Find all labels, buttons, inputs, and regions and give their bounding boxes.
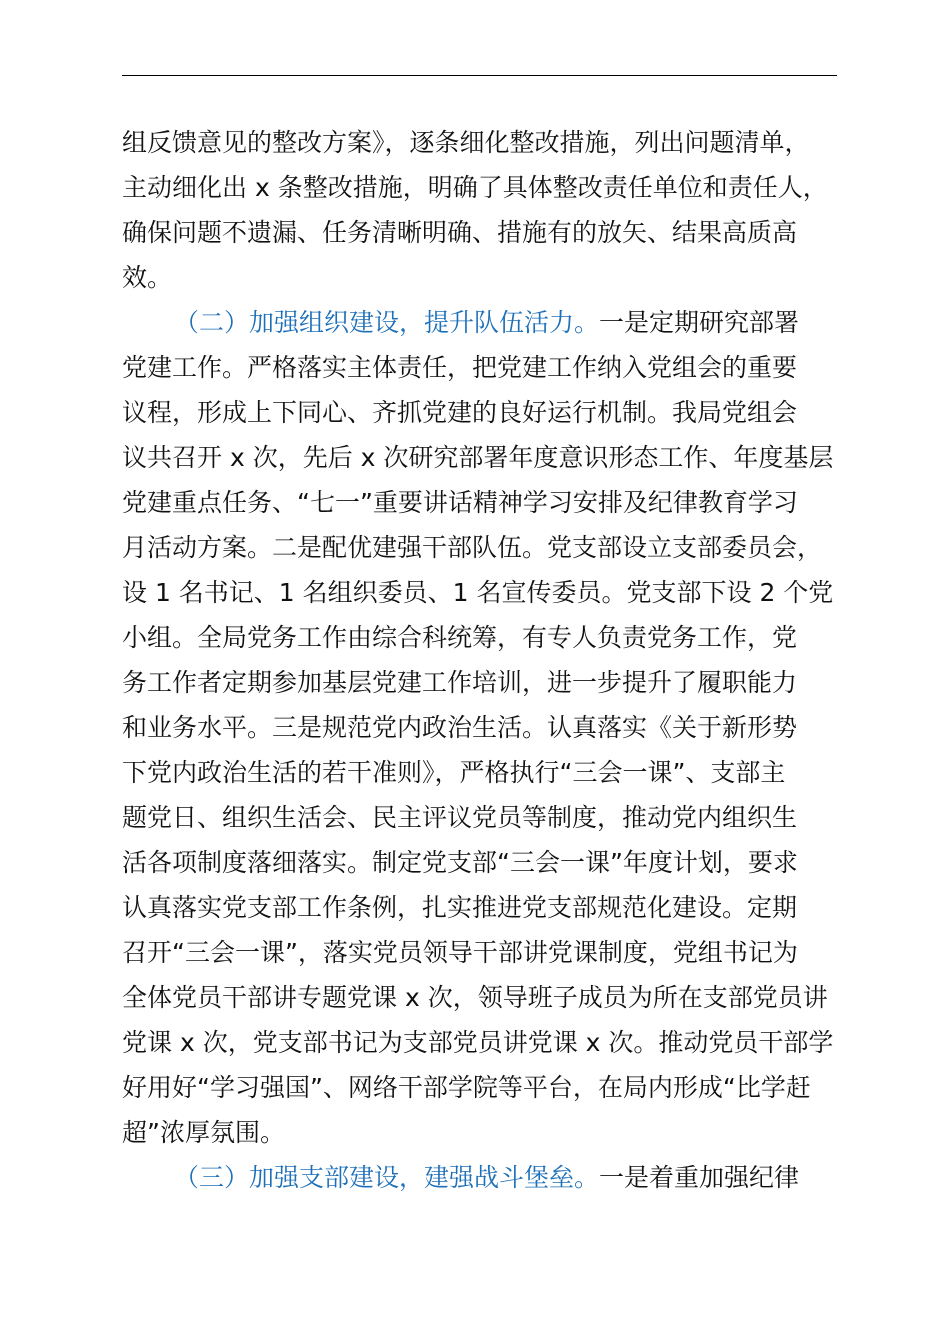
para2-line: 召开“三会一课”，落实党员领导干部讲党课制度，党组书记为 (122, 938, 798, 967)
para2-line: 党课 x 次，党支部书记为支部党员讲党课 x 次。推动党员干部学 (122, 1028, 834, 1057)
para2-line: 超”浓厚氛围。 (122, 1118, 285, 1147)
para2-first-line-rest: 一是定期研究部署 (599, 308, 800, 337)
para1-line-4: 效。 (122, 263, 173, 292)
para1-line-2: 主动细化出 x 条整改措施，明确了具体整改责任单位和责任人， (122, 173, 828, 202)
body-text (122, 120, 882, 1200)
para2-line: 党建工作。严格落实主体责任，把党建工作纳入党组会的重要 (122, 353, 798, 382)
para2-line: 小组。全局党务工作由综合科统筹，有专人负责党务工作，党 (122, 623, 798, 652)
para2-line: 党建重点任务、“七一”重要讲话精神学习安排及纪律教育学习 (122, 488, 798, 517)
para2-line: 全体党员干部讲专题党课 x 次，领导班子成员为所在支部党员讲 (122, 983, 828, 1012)
para1-line-1: 组反馈意见的整改方案》，逐条细化整改措施，列出问题清单， (122, 128, 810, 157)
para2-line: 认真落实党支部工作条例，扎实推进党支部规范化建设。定期 (122, 893, 798, 922)
para2-first-line (122, 300, 882, 345)
para2-line: 议共召开 x 次，先后 x 次研究部署年度意识形态工作、年度基层 (122, 443, 834, 472)
para3-first-line-rest: 一是着重加强纪律 (599, 1163, 800, 1192)
para2-line: 题党日、组织生活会、民主评议党员等制度，推动党内组织生 (122, 803, 798, 832)
para2-line: 和业务水平。三是规范党内政治生活。认真落实《关于新形势 (122, 713, 798, 742)
para3-first-line (122, 1155, 882, 1200)
para1-line-3: 确保问题不遗漏、任务清晰明确、措施有的放矢、结果高质高 (122, 218, 798, 247)
para2-line: 议程，形成上下同心、齐抓党建的良好运行机制。我局党组会 (122, 398, 798, 427)
para2-line: 好用好“学习强国”、网络干部学院等平台，在局内形成“比学赶 (122, 1073, 811, 1102)
section-heading-2: （二）加强组织建设，提升队伍活力。 (174, 308, 600, 337)
section-heading-3: （三）加强支部建设，建强战斗堡垒。 (174, 1163, 600, 1192)
para2-line: 设 1 名书记、1 名组织委员、1 名宣传委员。党支部下设 2 个党 (122, 578, 834, 607)
para2-line: 下党内政治生活的若干准则》，严格执行“三会一课”、支部主 (122, 758, 786, 787)
para2-line: 月活动方案。二是配优建强干部队伍。党支部设立支部委员会， (122, 533, 823, 562)
para2-line: 活各项制度落细落实。制定党支部“三会一课”年度计划，要求 (122, 848, 798, 877)
header-rule (122, 75, 837, 76)
para2-line: 务工作者定期参加基层党建工作培训，进一步提升了履职能力 (122, 668, 798, 697)
